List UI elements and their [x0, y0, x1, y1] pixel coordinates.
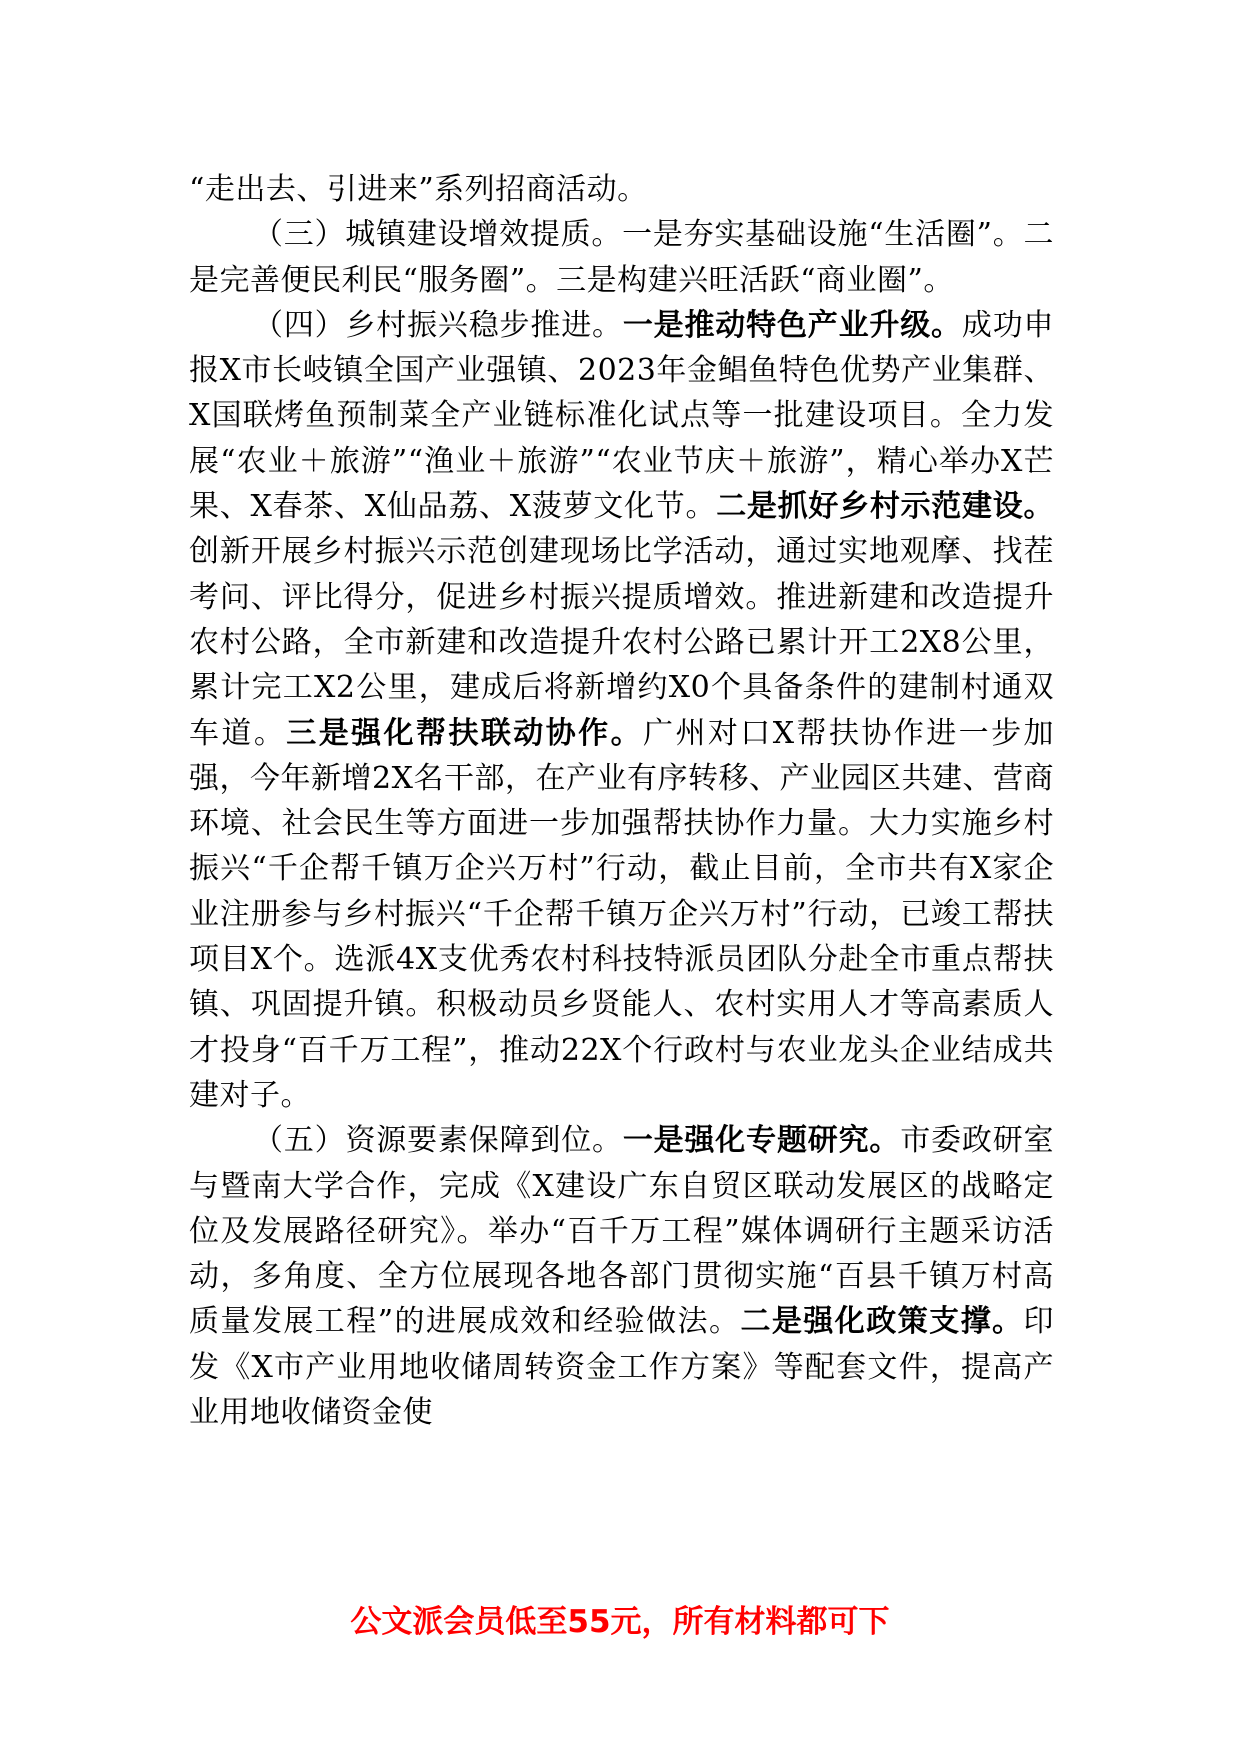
paragraph-2: [189, 212, 1054, 303]
paragraph-text: （三）城镇建设增效提质。一是夯实基础设施“生活圈”。二是完善便民利民“服务圈”。三是构建兴旺活跃“商业圈”。: [189, 217, 1054, 298]
bold-subheading: 二是强化政策支撑。: [740, 1304, 1024, 1340]
bold-subheading: 二是抓好乡村示范建设。: [716, 489, 1054, 525]
paragraph-4: [189, 1118, 1054, 1435]
paragraph-text: 广州对口X帮扶协作进一步加强，今年新增2X名干部，在产业有序转移、产业园区共建、营商环境、社会民生等方面进一步加强帮扶协作力量。大力实施乡村振兴“千企帮千镇万企兴万村”行动，截止目前，全市共有X家企业注册参与乡村振兴“千企帮千镇万企兴万村”行动，已竣工帮扶项目X个。选派4X支优秀农村科技特派员团队分赴全市重点帮扶镇、巩固提升镇。积极动员乡贤能人、农村实用人才等高素质人才投身“百千万工程”，推动22X个行政村与农业龙头企业结成共建对子。: [189, 715, 1055, 1113]
section-heading: （四）乡村振兴稳步推进。: [253, 307, 623, 343]
paragraph-text: “走出去、引进来”系列招商活动。: [189, 172, 648, 207]
section-heading: （五）资源要素保障到位。: [253, 1123, 623, 1159]
promo-footer: 公文派会员低至55元，所有材料都可下: [350, 1604, 890, 1640]
paragraph-3: [189, 303, 1054, 1118]
bold-subheading: 三是强化帮扶联动协作。: [286, 715, 644, 751]
paragraph-text: 市委政研室与暨南大学合作，完成《X建设广东自贸区联动发展区的战略定位及发展路径研究》。举办“百千万工程”媒体调研行主题采访活动，多角度、全方位展现各地各部门贯彻实施“百县千镇万村高质量发展工程”的进展成效和经验做法。: [189, 1123, 1055, 1340]
bold-subheading: 一是强化专题研究。: [622, 1123, 901, 1159]
paragraph-text: 印发《X市产业用地收储周转资金工作方案》等配套文件，提高产业用地收储资金使: [189, 1304, 1055, 1431]
paragraph-text: 创新开展乡村振兴示范创建现场比学活动，通过实地观摩、找茬考问、评比得分，促进乡村振兴提质增效。推进新建和改造提升农村公路，全市新建和改造提升农村公路已累计开工2X8公里，累计完工X2公里，建成后将新增约X0个具备条件的建制村通双车道。: [189, 534, 1054, 751]
paragraph-text: 成功申报X市长岐镇全国产业强镇、2023年金鲳鱼特色优势产业集群、X国联烤鱼预制菜全产业链标准化试点等一批建设项目。全力发展“农业＋旅游”“渔业＋旅游”“农业节庆＋旅游”，精心举办X芒果、X春茶、X仙品荔、X菠萝文化节。: [189, 307, 1055, 525]
paragraph-1: [189, 167, 1054, 212]
bold-subheading: 一是推动特色产业升级。: [622, 307, 962, 343]
document-body: [189, 167, 1054, 1435]
